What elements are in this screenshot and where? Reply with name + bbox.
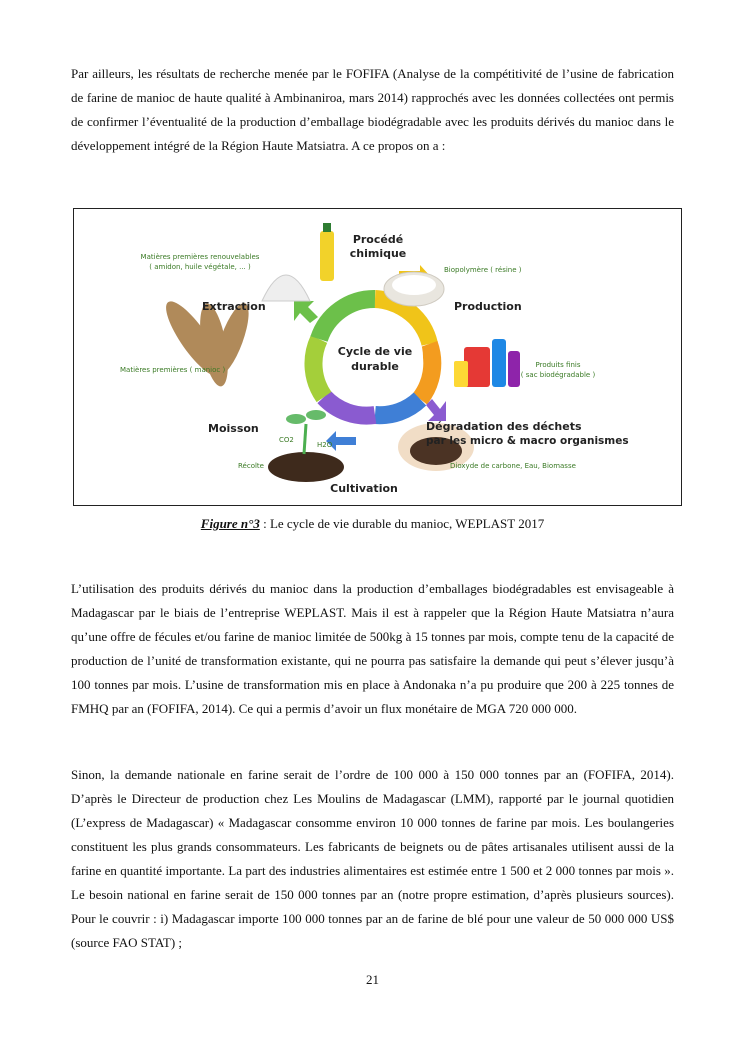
caption-label: Figure n°3: [200, 516, 260, 531]
sub-matieres-manioc: Matières premières ( manioc ): [120, 366, 226, 374]
caption-text: : Le cycle de vie durable du manioc, WEPLAST 2017: [259, 516, 545, 531]
center-label-1: Cycle de vie: [337, 345, 413, 358]
arrow-up-icon: [294, 301, 318, 323]
figure-caption: [0, 515, 745, 533]
sub-produits-finis-2: ( sac biodégradable ): [520, 371, 596, 379]
sub-biopolymere: Biopolymère ( résine ): [444, 266, 522, 274]
resin-icon: [384, 272, 444, 306]
label-degradation-2: par les micro & macro organismes: [426, 435, 629, 447]
sub-recolte: Récolte: [238, 462, 264, 470]
sub-matieres-renouv-2: ( amidon, huile végétale, ... ): [149, 263, 251, 271]
sub-matieres-renouv-1: Matières premières renouvelables: [140, 253, 260, 261]
oil-bottle-icon: [320, 223, 334, 281]
sub-dioxyde: Dioxyde de carbone, Eau, Biomasse: [450, 462, 576, 470]
weplast-paragraph: L’utilisation des produits dérivés du manioc dans la production d’emballages biodégradables est envisageable à Madagascar par le biais de l’entreprise WEPLAST. Mais il est à rappeler que la Région Haute Matsiatra n’aura qu’une offre de fécules et/ou farine de manioc limitée de 500kg à 15 tonnes par mois, compte tenu de la capacité de production de l’unité de transformation existante, qui ne pourra pas satisfaire la demande qui peut s’élever jusqu’à 100 tonnes par mois. L’usine de transformation mis en place à Andonaka n’a pu produire que 200 à 225 tonnes de FMHQ par an (FOFIFA, 2014). Ce qui a permis d’avoir un flux monétaire de MGA 720 000 000.: [71, 581, 674, 716]
intro-paragraph: Par ailleurs, les résultats de recherche menée par le FOFIFA (Analyse de la compétitivité de l’usine de fabrication de farine de manioc de haute qualité à Ambinaniroa, mars 2014) rapprochés avec les données collectées ont permis de confirmer l’éventualité de la production d’emballage biodégradable avec les produits dérivés du manioc dans le développement intégré de la Région Haute Matsiatra. A ce propos on a :: [71, 66, 674, 153]
label-cultivation: Cultivation: [330, 482, 398, 495]
sub-produits-finis-1: Produits finis: [535, 361, 581, 369]
label-moisson: Moisson: [208, 422, 259, 435]
products-icon: [454, 339, 520, 387]
arrow-down-icon: [426, 399, 446, 421]
demand-paragraph: Sinon, la demande nationale en farine serait de l’ordre de 100 000 à 150 000 tonnes par an (FOFIFA, 2014). D’après le Directeur de production chez Les Moulins de Madagascar (LMM), rapporté par le journal quotidien (L’express de Madagascar) « Madagascar consomme environ 10 000 tonnes de farine par mois. Les boulangeries constituent les plus grands consommateurs. Les fabricants de beignets ou de pâtes artisanales utilisent aussi de la farine en quantité importante. La part des industries alimentaires est estimée entre 1 500 et 2 000 tonnes par mois ». Le besoin national en farine serait de 150 000 tonnes par an (notre propre estimation, d’après plusieurs sources). Pour le couvrir : i) Madagascar importe 100 000 tonnes par an de farine de blé pour une valeur de 50 000 000 US$ (source FAO STAT) ;: [71, 767, 674, 950]
label-procede-1: Procédé: [352, 233, 404, 246]
cycle-figure: [73, 208, 682, 506]
page-number: 21: [366, 972, 379, 987]
starch-pile-icon: [262, 275, 310, 301]
label-production: Production: [454, 300, 522, 313]
label-degradation-1: Dégradation des déchets: [426, 420, 582, 433]
center-label-2: durable: [351, 360, 399, 373]
label-co2: CO2: [279, 436, 294, 444]
label-procede-2: chimique: [349, 247, 407, 260]
label-extraction: Extraction: [202, 300, 266, 313]
label-h2o: H2O: [317, 441, 333, 449]
